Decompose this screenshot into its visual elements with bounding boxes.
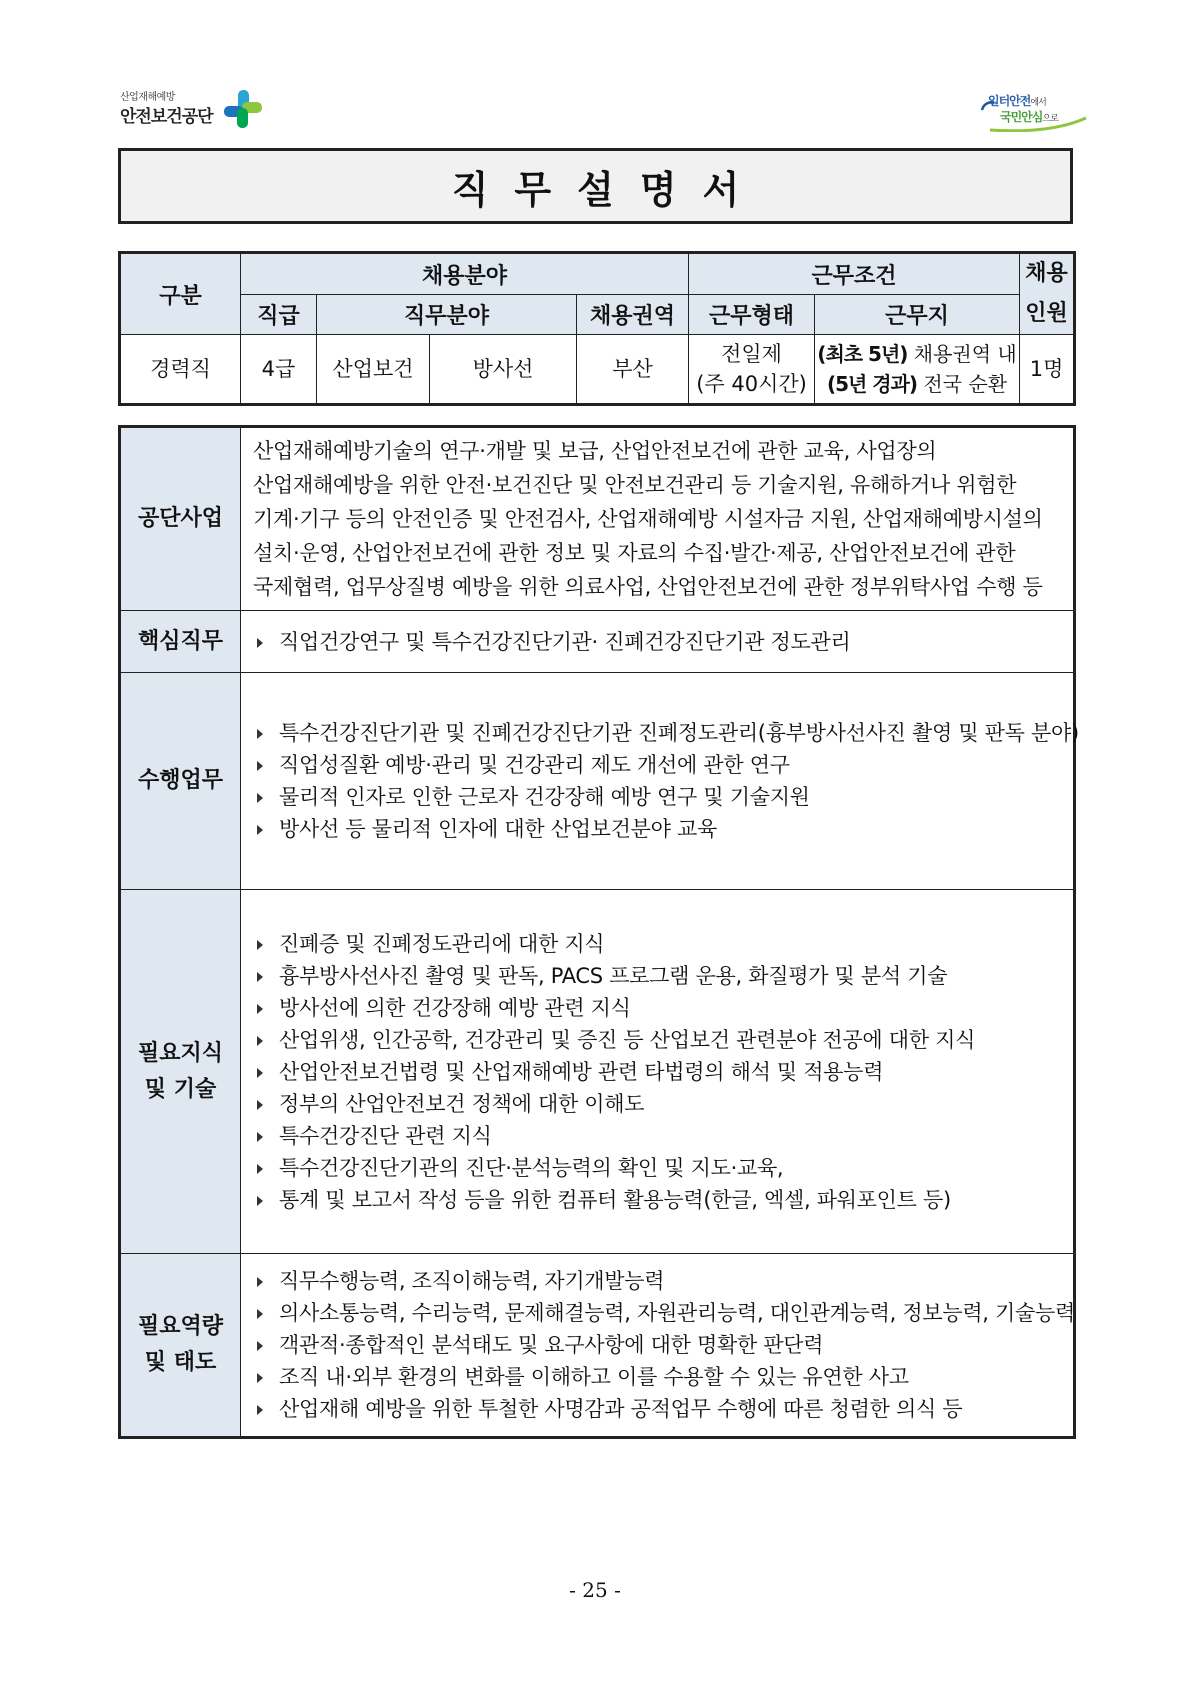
list-item: 흉부방사선사진 촬영 및 판독, PACS 프로그램 운용, 화질평가 및 분석 기술 (253, 960, 1061, 992)
business-label: 공단사업 (120, 427, 241, 611)
bullet-icon (257, 1132, 263, 1142)
header-grade: 직급 (241, 295, 317, 335)
list-item: 방사선에 의한 건강장해 예방 관련 지식 (253, 992, 1061, 1024)
bullet-icon (257, 1373, 263, 1383)
slogan-line1: 일터안전에서 (988, 94, 1046, 108)
bullet-icon (257, 940, 263, 950)
job-field-value-2: 방사선 (430, 335, 577, 405)
bullet-icon (257, 761, 263, 771)
bullet-icon (257, 1309, 263, 1319)
grade-value: 4급 (241, 335, 317, 405)
header-recruit-field: 채용분야 (241, 253, 689, 295)
bullet-icon (257, 1068, 263, 1078)
job-detail-table (118, 425, 1079, 1439)
list-item: 의사소통능력, 수리능력, 문제해결능력, 자원관리능력, 대인관계능력, 정보능력, 기술능력 (253, 1297, 1061, 1329)
logo-org-name: 안전보건공단 (120, 107, 213, 127)
bullet-icon (257, 1196, 263, 1206)
bullet-icon (257, 1341, 263, 1351)
core-duty-content (241, 611, 1075, 673)
header-category: 구분 (120, 253, 241, 335)
work-type-value: 전일제 (주 40시간) (689, 335, 815, 405)
bullet-icon (257, 1004, 263, 1014)
list-item: 정부의 산업안전보건 정책에 대한 이해도 (253, 1088, 1061, 1120)
location-value: (최초 5년) 채용권역 내 (5년 경과) 전국 순환 (815, 335, 1020, 405)
cross-logo-icon (220, 86, 266, 132)
list-item: 진폐증 및 진폐정도관리에 대한 지식 (253, 928, 1061, 960)
header-work-type: 근무형태 (689, 295, 815, 335)
tasks-content (241, 673, 1079, 890)
list-item: 산업위생, 인간공학, 건강관리 및 증진 등 산업보건 관련분야 전공에 대한 지식 (253, 1024, 1061, 1056)
bullet-icon (257, 1036, 263, 1046)
knowledge-content (241, 890, 1075, 1254)
knowledge-label: 필요지식 및 기술 (120, 890, 241, 1254)
list-item: 특수건강진단기관의 진단·분석능력의 확인 및 지도·교육, (253, 1152, 1061, 1184)
logo-subtitle: 산업재해예방 (120, 92, 175, 103)
knowledge-row (120, 890, 1075, 1254)
bullet-icon (257, 729, 263, 739)
job-field-value-1: 산업보건 (317, 335, 430, 405)
region-value: 부산 (577, 335, 689, 405)
list-item: 물리적 인자로 인한 근로자 건강장해 예방 연구 및 기술지원 (253, 781, 1061, 813)
document-title: 직무설명서 (451, 167, 766, 212)
business-line: 산업재해예방기술의 연구·개발 및 보급, 산업안전보건에 관한 교육, 사업장의 (253, 439, 937, 463)
header-work-conditions: 근무조건 (689, 253, 1020, 295)
bullet-icon (257, 972, 263, 982)
header-region: 채용권역 (577, 295, 689, 335)
list-item: 방사선 등 물리적 인자에 대한 산업보건분야 교육 (253, 813, 1061, 845)
business-line: 기계·기구 등의 안전인증 및 안전검사, 산업재해예방 시설자금 지원, 산업재해예방시설의 (253, 507, 1043, 531)
header-location: 근무지 (815, 295, 1020, 335)
list-item: 조직 내·외부 환경의 변화를 이해하고 이를 수용할 수 있는 유연한 사고 (253, 1361, 1061, 1393)
tasks-row (120, 673, 1075, 890)
list-item: 특수건강진단기관 및 진폐건강진단기관 진폐정도관리(흉부방사선사진 촬영 및 판독 분야) (253, 717, 1061, 749)
bullet-icon (257, 1405, 263, 1415)
list-item: 직업건강연구 및 특수건강진단기관· 진폐건강진단기관 정도관리 (253, 626, 1061, 658)
slogan-line2: 국민안심으로 (1000, 110, 1058, 124)
page-number: - 25 - (569, 1578, 621, 1602)
business-line: 국제협력, 업무상질병 예방을 위한 의료사업, 산업안전보건에 관한 정부위탁사업 수행 등 (253, 575, 1043, 599)
business-row (120, 427, 1075, 611)
list-item: 직업성질환 예방·관리 및 건강관리 제도 개선에 관한 연구 (253, 749, 1061, 781)
job-summary-table (118, 251, 1076, 406)
bullet-icon (257, 638, 263, 648)
header-job-field: 직무분야 (317, 295, 577, 335)
bullet-icon (257, 1100, 263, 1110)
document-title-box (118, 148, 1073, 224)
kosha-logo (120, 84, 270, 136)
core-duty-row (120, 611, 1075, 673)
category-value: 경력직 (120, 335, 241, 405)
headcount-value: 1명 (1020, 335, 1075, 405)
core-duty-label: 핵심직무 (120, 611, 241, 673)
business-content (241, 427, 1075, 611)
list-item: 산업재해 예방을 위한 투철한 사명감과 공적업무 수행에 따른 청렴한 의식 등 (253, 1393, 1061, 1425)
business-line: 설치·운영, 산업안전보건에 관한 정보 및 자료의 수집·발간·제공, 산업안전보건에 관한 (253, 541, 1016, 565)
business-line: 산업재해예방을 위한 안전·보건진단 및 안전보건관리 등 기술지원, 유해하거나 위험한 (253, 473, 1017, 497)
bullet-icon (257, 1164, 263, 1174)
tasks-label: 수행업무 (120, 673, 241, 890)
competency-label: 필요역량 및 태도 (120, 1254, 241, 1438)
list-item: 특수건강진단 관련 지식 (253, 1120, 1061, 1152)
list-item: 객관적·종합적인 분석태도 및 요구사항에 대한 명확한 판단력 (253, 1329, 1061, 1361)
list-item: 통계 및 보고서 작성 등을 위한 컴퓨터 활용능력(한글, 엑셀, 파워포인트 등) (253, 1184, 1061, 1216)
competency-content (241, 1254, 1075, 1438)
list-item: 산업안전보건법령 및 산업재해예방 관련 타법령의 해석 및 적용능력 (253, 1056, 1061, 1088)
bullet-icon (257, 793, 263, 803)
list-item: 직무수행능력, 조직이해능력, 자기개발능력 (253, 1265, 1061, 1297)
header-headcount: 채용인원 (1020, 253, 1075, 335)
slogan-logo (980, 92, 1090, 136)
bullet-icon (257, 825, 263, 835)
bullet-icon (257, 1277, 263, 1287)
competency-row (120, 1254, 1075, 1438)
